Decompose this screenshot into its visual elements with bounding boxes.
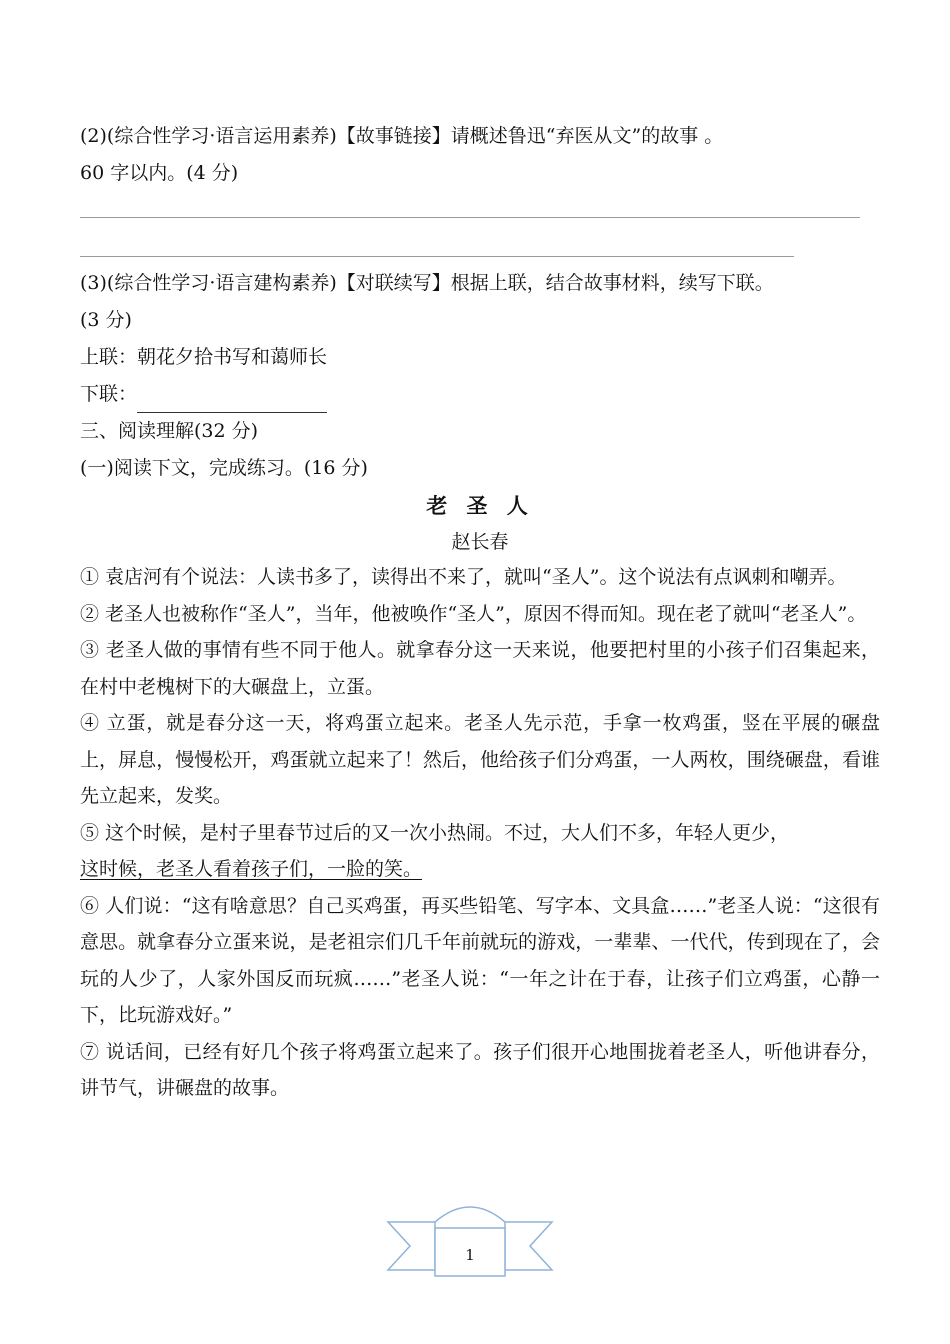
upper-couplet: 上联：朝花夕拾书写和蔼师长 (80, 346, 328, 368)
paragraph-4: ④ 立蛋，就是春分这一天，将鸡蛋立起来。老圣人先示范，手拿一枚鸡蛋，竖在平展的碾盘上，屏息，慢慢松开，鸡蛋就立起来了！然后，他给孩子们分鸡蛋，一人两枚，围绕碾盘，看谁先立起来，发奖。 (80, 712, 880, 807)
article-author: 赵长春 (451, 531, 509, 553)
q3-line2: (3 分) (80, 309, 132, 331)
lower-couplet-blank[interactable] (137, 390, 327, 413)
part-heading: (一)阅读下文，完成练习。(16 分) (80, 457, 368, 479)
ribbon-icon (380, 1192, 560, 1284)
paragraph-5-text: ⑤ 这个时候，是村子里春节过后的又一次小热闹。不过，大人们不多，年轻人更少， (80, 821, 790, 844)
paragraph-3: ③ 老圣人做的事情有些不同于他人。就拿春分这一天来说，他要把村里的小孩子们召集起来，在村中老槐树下的大碾盘上，立蛋。 (80, 639, 880, 698)
paragraph-7: ⑦ 说话间，已经有好几个孩子将鸡蛋立起来了。孩子们很开心地围拢着老圣人，听他讲春分，讲节气，讲碾盘的故事。 (80, 1040, 880, 1099)
q2-line1: (2)(综合性学习·语言运用素养)【故事链接】请概述鲁迅“弃医从文”的故事 。 (80, 125, 724, 147)
lower-couplet (80, 376, 880, 413)
article-title: 老 圣 人 (426, 493, 534, 518)
q3-line1: (3)(综合性学习·语言建构素养)【对联续写】根据上联，结合故事材料，续写下联。 (80, 272, 774, 294)
q2-line2: 60 字以内。(4 分) (80, 162, 239, 184)
paragraph-2: ② 老圣人也被称作“圣人”，当年，他被唤作“圣人”，原因不得而知。现在老了就叫“老圣人”。 (80, 602, 867, 625)
paragraph-5-underlined: 这时候，老圣人看着孩子们，一脸的笑。 (80, 858, 423, 880)
paragraph-6: ⑥ 人们说：“这有啥意思？自己买鸡蛋，再买些铅笔、写字本、文具盒……”老圣人说：“这很有意思。就拿春分立蛋来说，是老祖宗们几千年前就玩的游戏，一辈辈、一代代，传到现在了，会玩的人少了，人家外国反而玩疯……”老圣人说：“一年之计在于春，让孩子们立鸡蛋，心静一下，比玩游戏好。” (80, 894, 880, 1026)
document-body (80, 118, 880, 1107)
paragraph-1: ① 袁店河有个说法：人读书多了，读得出不来了，就叫“圣人”。这个说法有点讽刺和嘲弄。 (80, 566, 847, 588)
page-footer-ribbon (380, 1192, 560, 1284)
paragraph-5 (80, 815, 880, 888)
section-heading: 三、阅读理解(32 分) (80, 420, 259, 442)
page-number: 1 (465, 1246, 475, 1264)
lower-couplet-label: 下联： (80, 383, 138, 405)
